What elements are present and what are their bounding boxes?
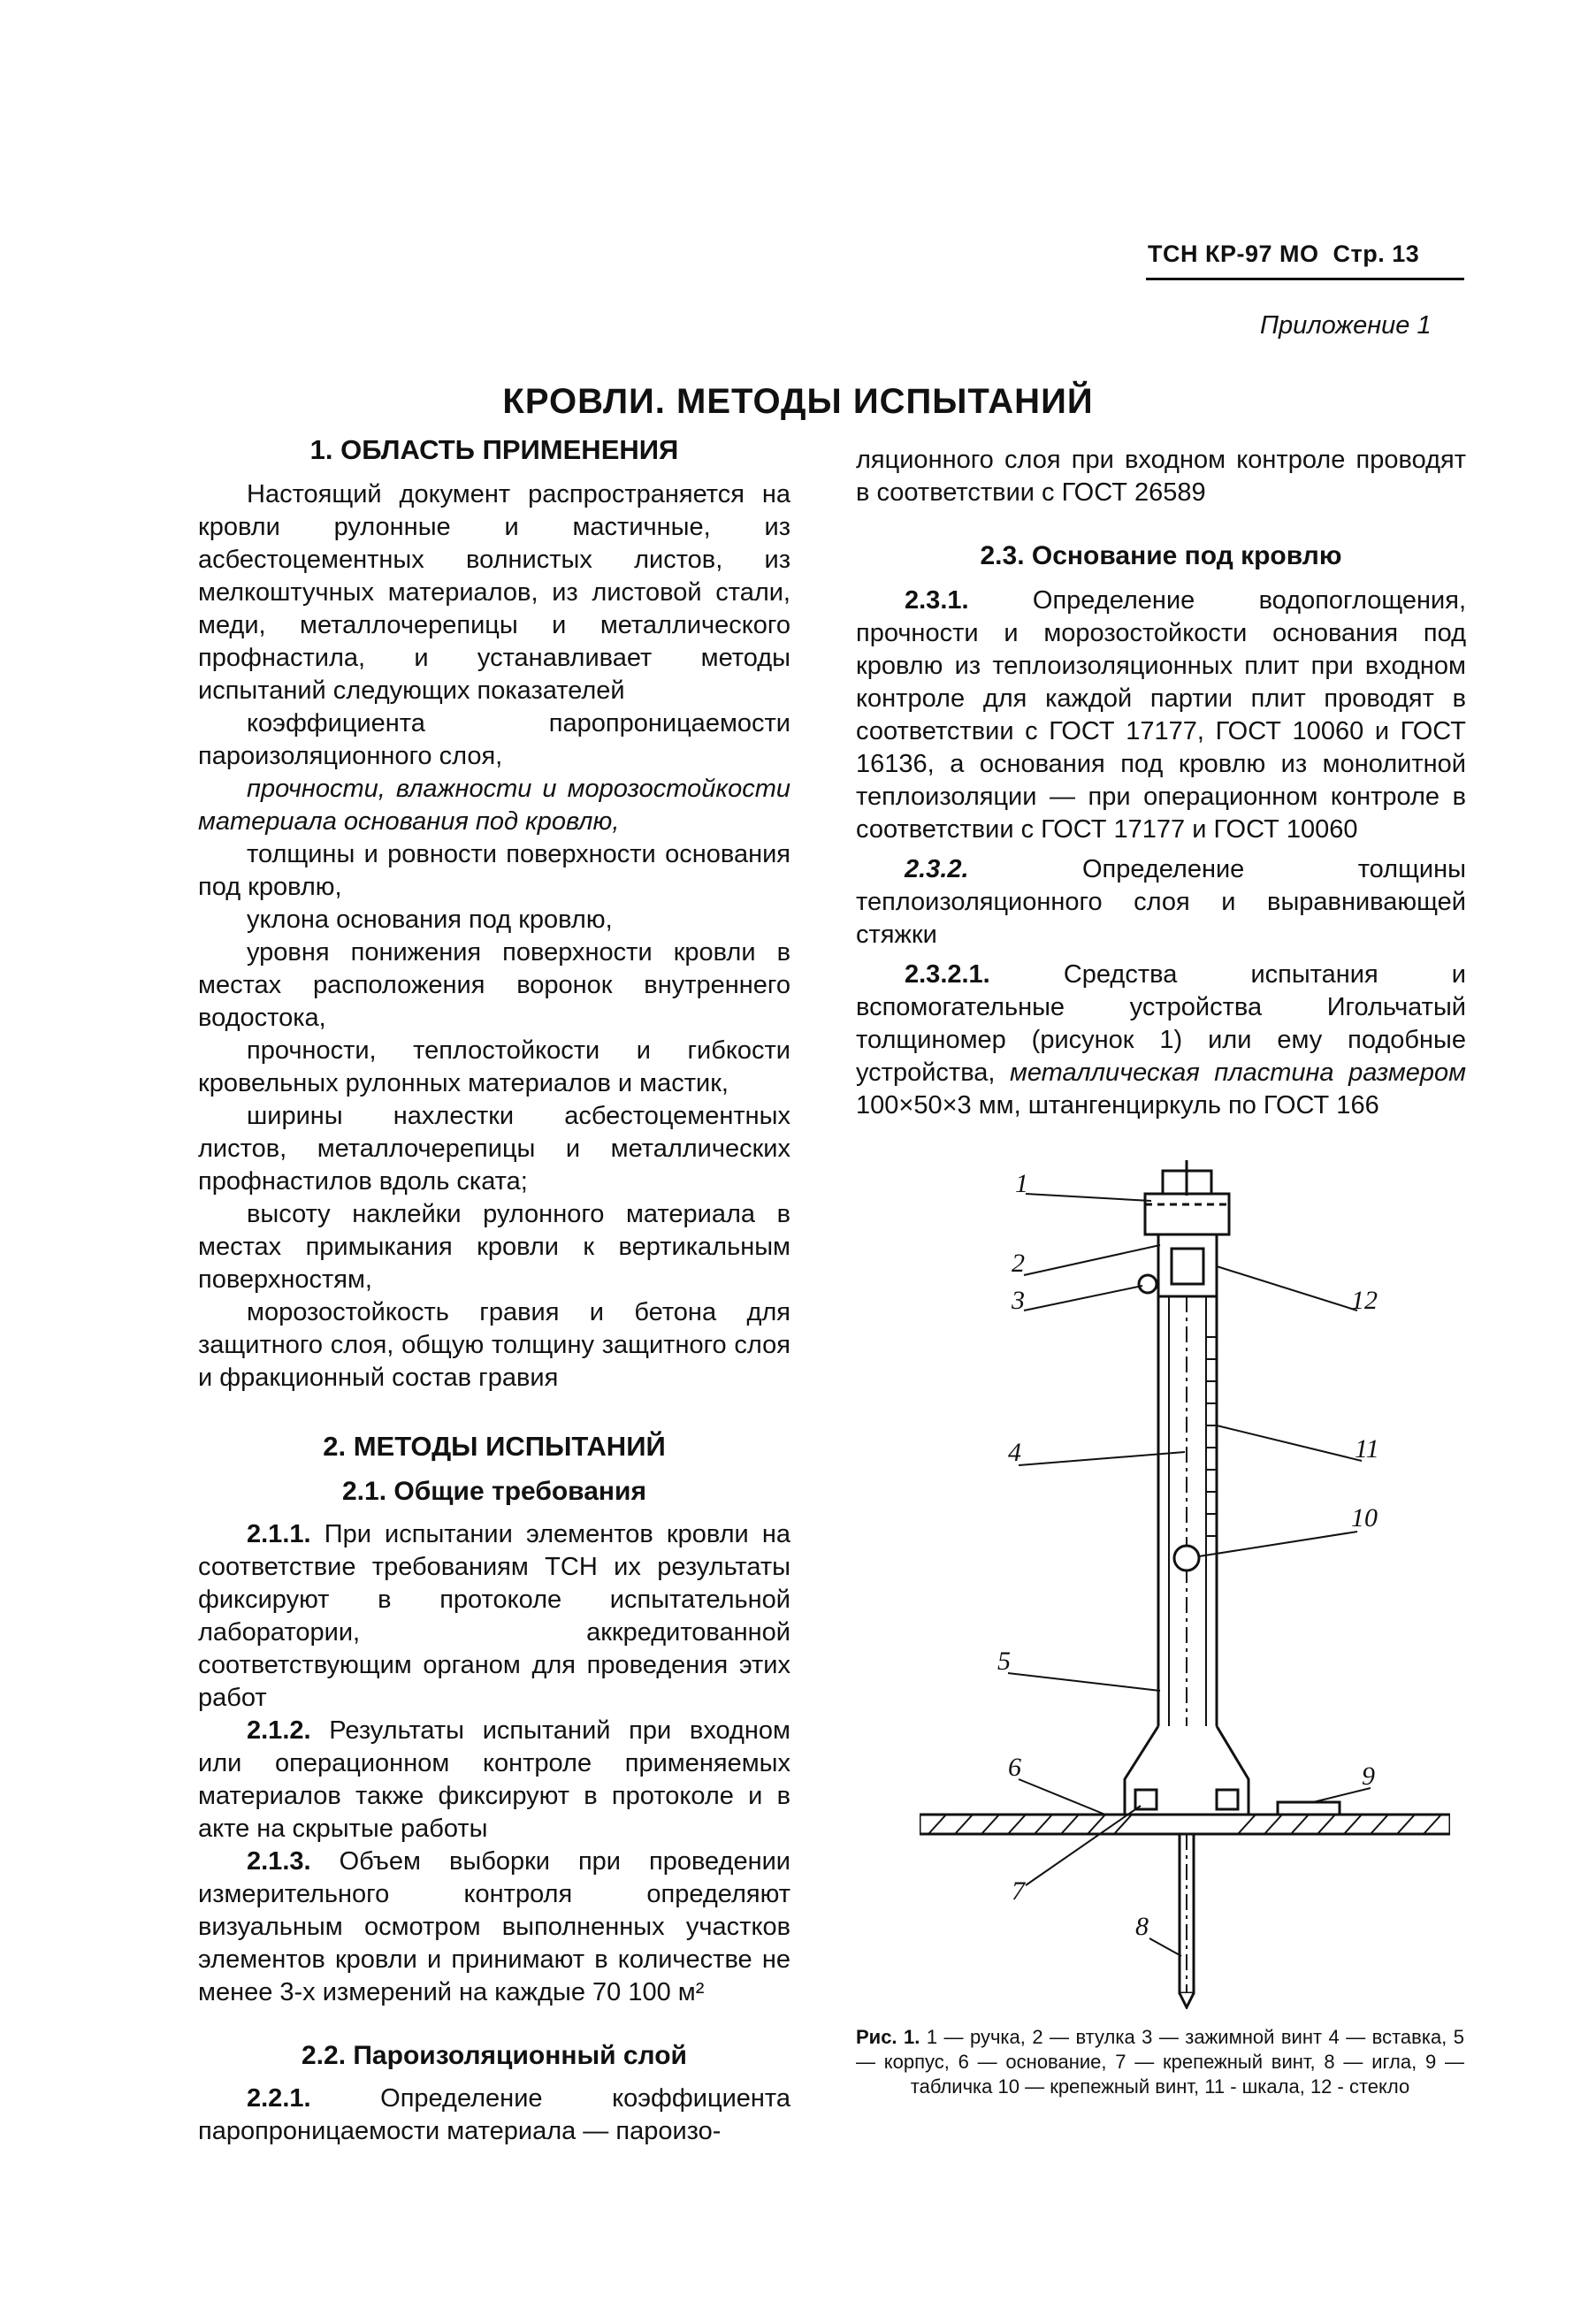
continued-text: ляционного слоя при входном контроле проводят в соответствии с ГОСТ 26589 xyxy=(856,446,1466,507)
fig-label-12: 12 xyxy=(1351,1286,1378,1315)
standard-code: ТСН КР-97 МО xyxy=(1148,241,1319,267)
fastening-screw xyxy=(1174,1546,1199,1571)
fig-label-10: 10 xyxy=(1351,1503,1378,1532)
list-item: прочности, влажности и морозостойкости материала основания под кровлю, xyxy=(198,775,790,836)
clause-number: 2.3.2.1. xyxy=(905,960,990,989)
clamp-screw xyxy=(1139,1275,1157,1293)
page-number: Стр. 13 xyxy=(1333,241,1420,267)
fig-label-2: 2 xyxy=(1012,1249,1025,1278)
figure-caption-text: 1 — ручка, 2 — втулка 3 — зажимной винт 4 — вставка, 5 — корпус, 6 — основание, 7 — крепежный винт, 8 — игла, 9 — табличка 10 — крепежный винт, 11 - шкала, 12 - стекло xyxy=(856,2026,1464,2098)
clause-number: 2.3.1. xyxy=(905,586,969,615)
clause-2-3-2-1-italic: металлическая пластина размером xyxy=(1009,1058,1466,1087)
clause-number: 2.1.3. xyxy=(247,1847,311,1876)
left-column xyxy=(198,433,790,2148)
subsection-2-2-title: 2.2. Пароизоляционный слой xyxy=(302,2041,687,2070)
appendix-label: Приложение 1 xyxy=(1260,311,1432,340)
list-item: коэффициента паропроницаемости пароизоляционного слоя, xyxy=(198,709,790,770)
clause-number: 2.2.1. xyxy=(247,2084,311,2113)
header-rule xyxy=(1146,278,1464,280)
label-plate xyxy=(1278,1802,1340,1815)
clause-number: 2.1.2. xyxy=(247,1716,311,1745)
list-item: ширины нахлестки асбестоцементных листов, металлочерепицы и металлических профнастилов вдоль ската; xyxy=(198,1102,790,1196)
fig-label-7: 7 xyxy=(1012,1876,1025,1906)
clause-2-3-1: Определение водопоглощения, прочности и морозостойкости основания под кровлю из теплоизоляционных плит при входном контроле для каждой партии плит проводят в соответствии с ГОСТ 17177, ГОСТ 10060 и ГОСТ 16136, а основания под кровлю из монолитной теплоизоляции — при операционном контроле в соответствии с ГОСТ 17177 и ГОСТ 10060 xyxy=(856,586,1467,844)
page-title: КРОВЛИ. МЕТОДЫ ИСПЫТАНИЙ xyxy=(502,382,1094,421)
section-1-title: 1. ОБЛАСТЬ ПРИМЕНЕНИЯ xyxy=(309,434,679,465)
section-2-title: 2. МЕТОДЫ ИСПЫТАНИЙ xyxy=(323,1431,666,1462)
fig-label-11: 11 xyxy=(1355,1434,1379,1464)
subsection-2-1-title: 2.1. Общие требования xyxy=(342,1477,646,1506)
bushing xyxy=(1158,1234,1217,1296)
subsection-2-3-title: 2.3. Основание под кровлю xyxy=(980,541,1342,570)
right-column xyxy=(856,444,1466,1122)
fig-label-4: 4 xyxy=(1008,1438,1021,1467)
clause-2-3-2-1-end: 100×50×3 мм, штангенциркуль по ГОСТ 166 xyxy=(856,1091,1379,1120)
needle-gauge-figure xyxy=(920,1160,1450,2009)
section-1-intro: Настоящий документ распространяется на кровли рулонные и мастичные, из асбестоцементных волнистых листов, из мелкоштучных материалов, из листовой стали, меди, металлочерепицы и металлического профнастила, и устанавливает методы испытаний следующих показателей xyxy=(198,480,790,705)
clause-2-1-3: Объем выборки при проведении измерительного контроля определяют визуальным осмотром выполненных участков элементов кровли и принимают в количестве не менее 3-х измерений на каждые 70 100 м² xyxy=(198,1847,790,2006)
clause-2-1-1: При испытании элементов кровли на соответствие требованиям ТСН их результаты фиксируют в протоколе испытательной лаборатории, аккредитованной соответствующим органом для проведения этих работ xyxy=(198,1520,790,1712)
fig-label-6: 6 xyxy=(1008,1753,1021,1782)
fig-label-5: 5 xyxy=(997,1647,1011,1676)
list-item: морозостойкость гравия и бетона для защитного слоя, общую толщину защитного слоя и фракционный состав гравия xyxy=(198,1298,790,1392)
fig-label-3: 3 xyxy=(1012,1286,1025,1315)
header-code xyxy=(1148,241,1419,268)
clause-2-2-1: Определение коэффициента паропроницаемости материала — пароизо- xyxy=(198,2084,790,2145)
clause-number: 2.1.1. xyxy=(247,1520,311,1548)
list-item: уровня понижения поверхности кровли в местах расположения воронок внутреннего водостока, xyxy=(198,938,790,1032)
list-item: высоту наклейки рулонного материала в местах примыкания кровли к вертикальным поверхностям, xyxy=(198,1200,790,1294)
list-item: толщины и ровности поверхности основания под кровлю, xyxy=(198,840,790,901)
handle xyxy=(1145,1194,1229,1234)
clause-2-1-2: Результаты испытаний при входном или операционном контроле применяемых материалов также фиксируют в протоколе и в акте на скрытые работы xyxy=(198,1716,790,1843)
figure-caption xyxy=(856,2025,1464,2099)
clause-number: 2.3.2. xyxy=(905,855,969,883)
fig-label-8: 8 xyxy=(1135,1912,1149,1941)
base-plate xyxy=(920,1815,1450,1834)
list-item: уклона основания под кровлю, xyxy=(247,906,613,934)
figure-caption-label: Рис. 1. xyxy=(856,2026,920,2048)
clause-2-3-2: Определение толщины теплоизоляционного слоя и выравнивающей стяжки xyxy=(856,855,1466,949)
fig-label-1: 1 xyxy=(1015,1169,1028,1198)
list-item: прочности, теплостойкости и гибкости кровельных рулонных материалов и мастик, xyxy=(198,1036,790,1097)
fig-label-9: 9 xyxy=(1362,1762,1375,1791)
clause-2-3-2-1: Средства испытания и вспомогательные устройства Игольчатый толщиномер (рисунок 1) или ему подобные устройства, xyxy=(856,960,1466,1087)
